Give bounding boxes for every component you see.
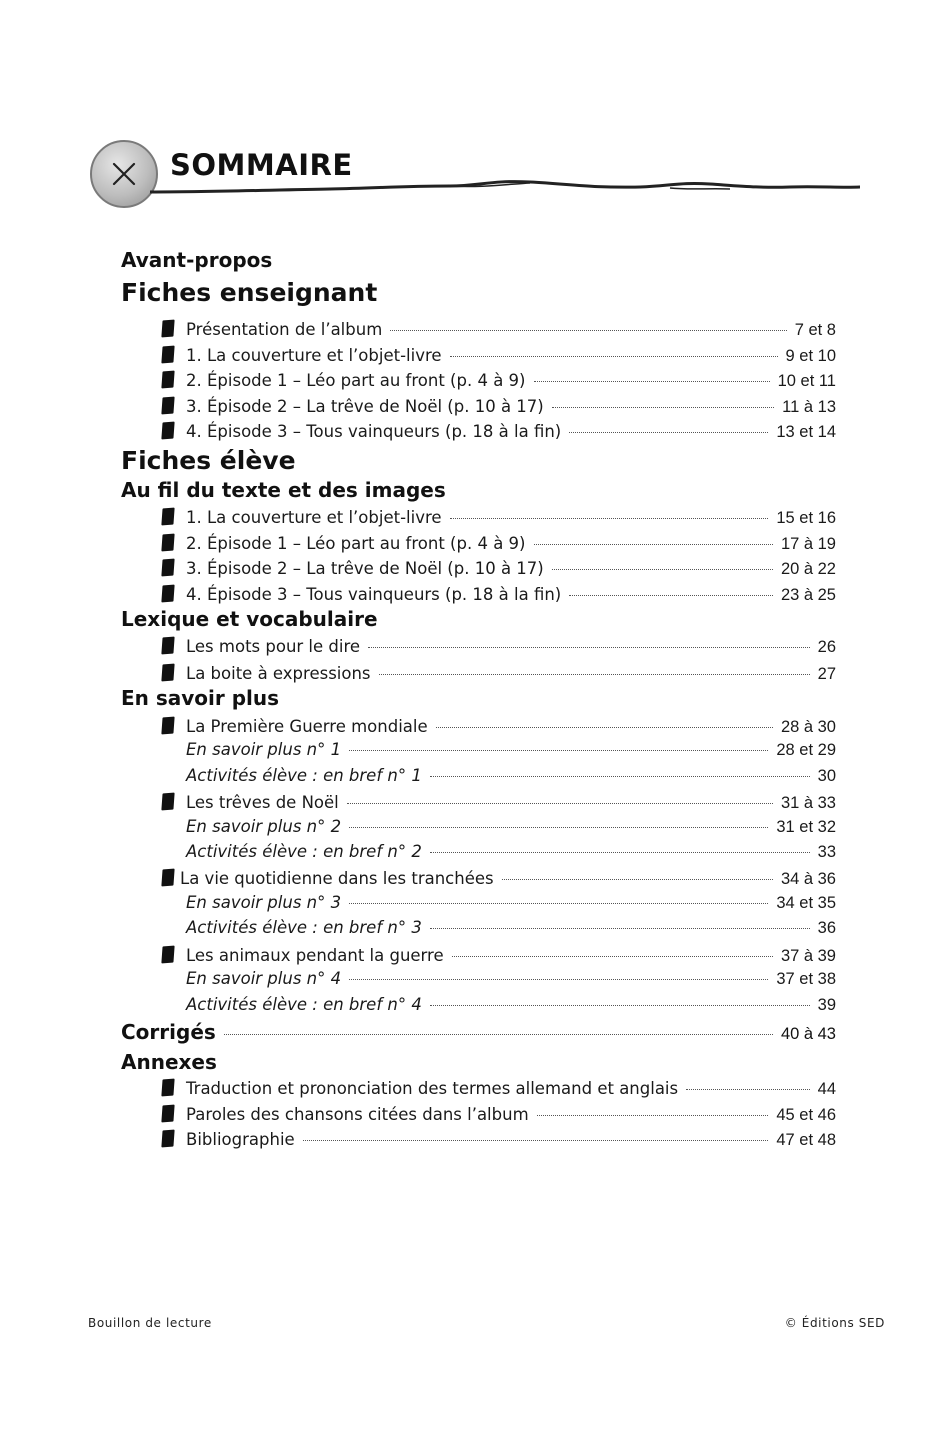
toc-entry: Paroles des chansons citées dans l’album 45 et 46	[162, 1103, 836, 1127]
dot-leader	[349, 827, 768, 828]
section-fiches-enseignant: Fiches enseignant	[121, 278, 378, 307]
dot-leader	[534, 381, 770, 382]
toc-entry: 3. Épisode 2 – La trêve de Noël (p. 10 à 17) 11 à 13	[162, 395, 836, 419]
toc-entry: Traduction et prononciation des termes allemand et anglais 44	[162, 1077, 836, 1101]
dot-leader	[430, 776, 810, 777]
dot-leader	[534, 544, 773, 545]
bullet-icon	[161, 397, 174, 415]
dot-leader	[349, 750, 768, 751]
bullet-icon	[161, 508, 174, 526]
page-header	[0, 0, 945, 230]
bullet-icon	[161, 422, 174, 440]
dot-leader	[430, 1005, 810, 1006]
dot-leader	[552, 569, 773, 570]
bullet-icon	[161, 346, 174, 364]
toc-entry: Les animaux pendant la guerre 37 à 39	[162, 944, 836, 968]
toc-entry: 4. Épisode 3 – Tous vainqueurs (p. 18 à la fin) 13 et 14	[162, 420, 836, 444]
bullet-icon	[161, 371, 174, 389]
dot-leader	[379, 674, 810, 675]
dot-leader	[349, 979, 768, 980]
title-underline	[150, 176, 860, 206]
section-annexes: Annexes	[121, 1050, 217, 1074]
dot-leader	[224, 1034, 773, 1035]
toc-entry: 1. La couverture et l’objet-livre 9 et 10	[162, 344, 836, 368]
section-corriges: Corrigés 40 à 43	[121, 1020, 836, 1044]
dot-leader	[347, 803, 773, 804]
toc-subentry: En savoir plus n° 4 37 et 38	[186, 969, 836, 988]
dot-leader	[552, 407, 774, 408]
bullet-icon	[161, 534, 174, 552]
bullet-icon	[161, 559, 174, 577]
toc-entry: La Première Guerre mondiale 28 à 30	[162, 715, 836, 739]
toc-entry: La boite à expressions 27	[162, 662, 836, 686]
dot-leader	[569, 595, 773, 596]
toc-entry: Les trêves de Noël 31 à 33	[162, 791, 836, 815]
toc-subentry: Activités élève : en bref n° 4 39	[186, 995, 836, 1014]
dot-leader	[450, 356, 778, 357]
subsection-au-fil: Au fil du texte et des images	[121, 478, 446, 502]
bullet-icon	[161, 637, 174, 655]
toc-entry: 2. Épisode 1 – Léo part au front (p. 4 à 9) 10 et 11	[162, 369, 836, 393]
bullet-icon	[161, 1130, 174, 1148]
dot-leader	[430, 852, 810, 853]
title-badge	[90, 140, 158, 208]
dot-leader	[537, 1115, 769, 1116]
toc-subentry: En savoir plus n° 1 28 et 29	[186, 740, 836, 759]
toc-entry: 1. La couverture et l’objet-livre 15 et 16	[162, 506, 836, 530]
bullet-icon	[161, 717, 174, 735]
toc-entry: Bibliographie 47 et 48	[162, 1128, 836, 1152]
dot-leader	[502, 879, 773, 880]
toc-entry: 3. Épisode 2 – La trêve de Noël (p. 10 à 17) 20 à 22	[162, 557, 836, 581]
dot-leader	[430, 928, 810, 929]
subsection-en-savoir-plus: En savoir plus	[121, 686, 280, 710]
toc-subentry: Activités élève : en bref n° 1 30	[186, 766, 836, 785]
dot-leader	[303, 1140, 769, 1141]
page-title: SOMMAIRE	[170, 148, 353, 182]
dot-leader	[452, 956, 773, 957]
bullet-icon	[161, 869, 174, 887]
toc-entry: La vie quotidienne dans les tranchées 34 à 36	[162, 867, 836, 891]
toc-subentry: En savoir plus n° 3 34 et 35	[186, 893, 836, 912]
bullet-icon	[161, 664, 174, 682]
toc-entry: 2. Épisode 1 – Léo part au front (p. 4 à 9) 17 à 19	[162, 532, 836, 556]
dot-leader	[450, 518, 769, 519]
toc-subentry: Activités élève : en bref n° 2 33	[186, 842, 836, 861]
dot-leader	[436, 727, 773, 728]
footer-copyright: © Éditions SED	[784, 1316, 885, 1330]
bullet-icon	[161, 1079, 174, 1097]
subsection-lexique: Lexique et vocabulaire	[121, 607, 378, 631]
bullet-icon	[161, 1105, 174, 1123]
dot-leader	[569, 432, 768, 433]
toc-entry: 4. Épisode 3 – Tous vainqueurs (p. 18 à la fin) 23 à 25	[162, 583, 836, 607]
dot-leader	[349, 903, 768, 904]
dot-leader	[686, 1089, 810, 1090]
bullet-icon	[161, 585, 174, 603]
bullet-icon	[161, 793, 174, 811]
dot-leader	[390, 330, 786, 331]
bullet-icon	[161, 946, 174, 964]
close-cross-icon	[92, 142, 156, 206]
toc-entry: Présentation de l’album 7 et 8	[162, 318, 836, 342]
toc-entry: Les mots pour le dire 26	[162, 635, 836, 659]
section-avant-propos: Avant-propos	[121, 248, 273, 272]
section-fiches-eleve: Fiches élève	[121, 446, 296, 475]
toc-subentry: En savoir plus n° 2 31 et 32	[186, 817, 836, 836]
footer-series-name: Bouillon de lecture	[88, 1316, 212, 1330]
bullet-icon	[161, 320, 174, 338]
dot-leader	[368, 647, 810, 648]
toc-subentry: Activités élève : en bref n° 3 36	[186, 918, 836, 937]
